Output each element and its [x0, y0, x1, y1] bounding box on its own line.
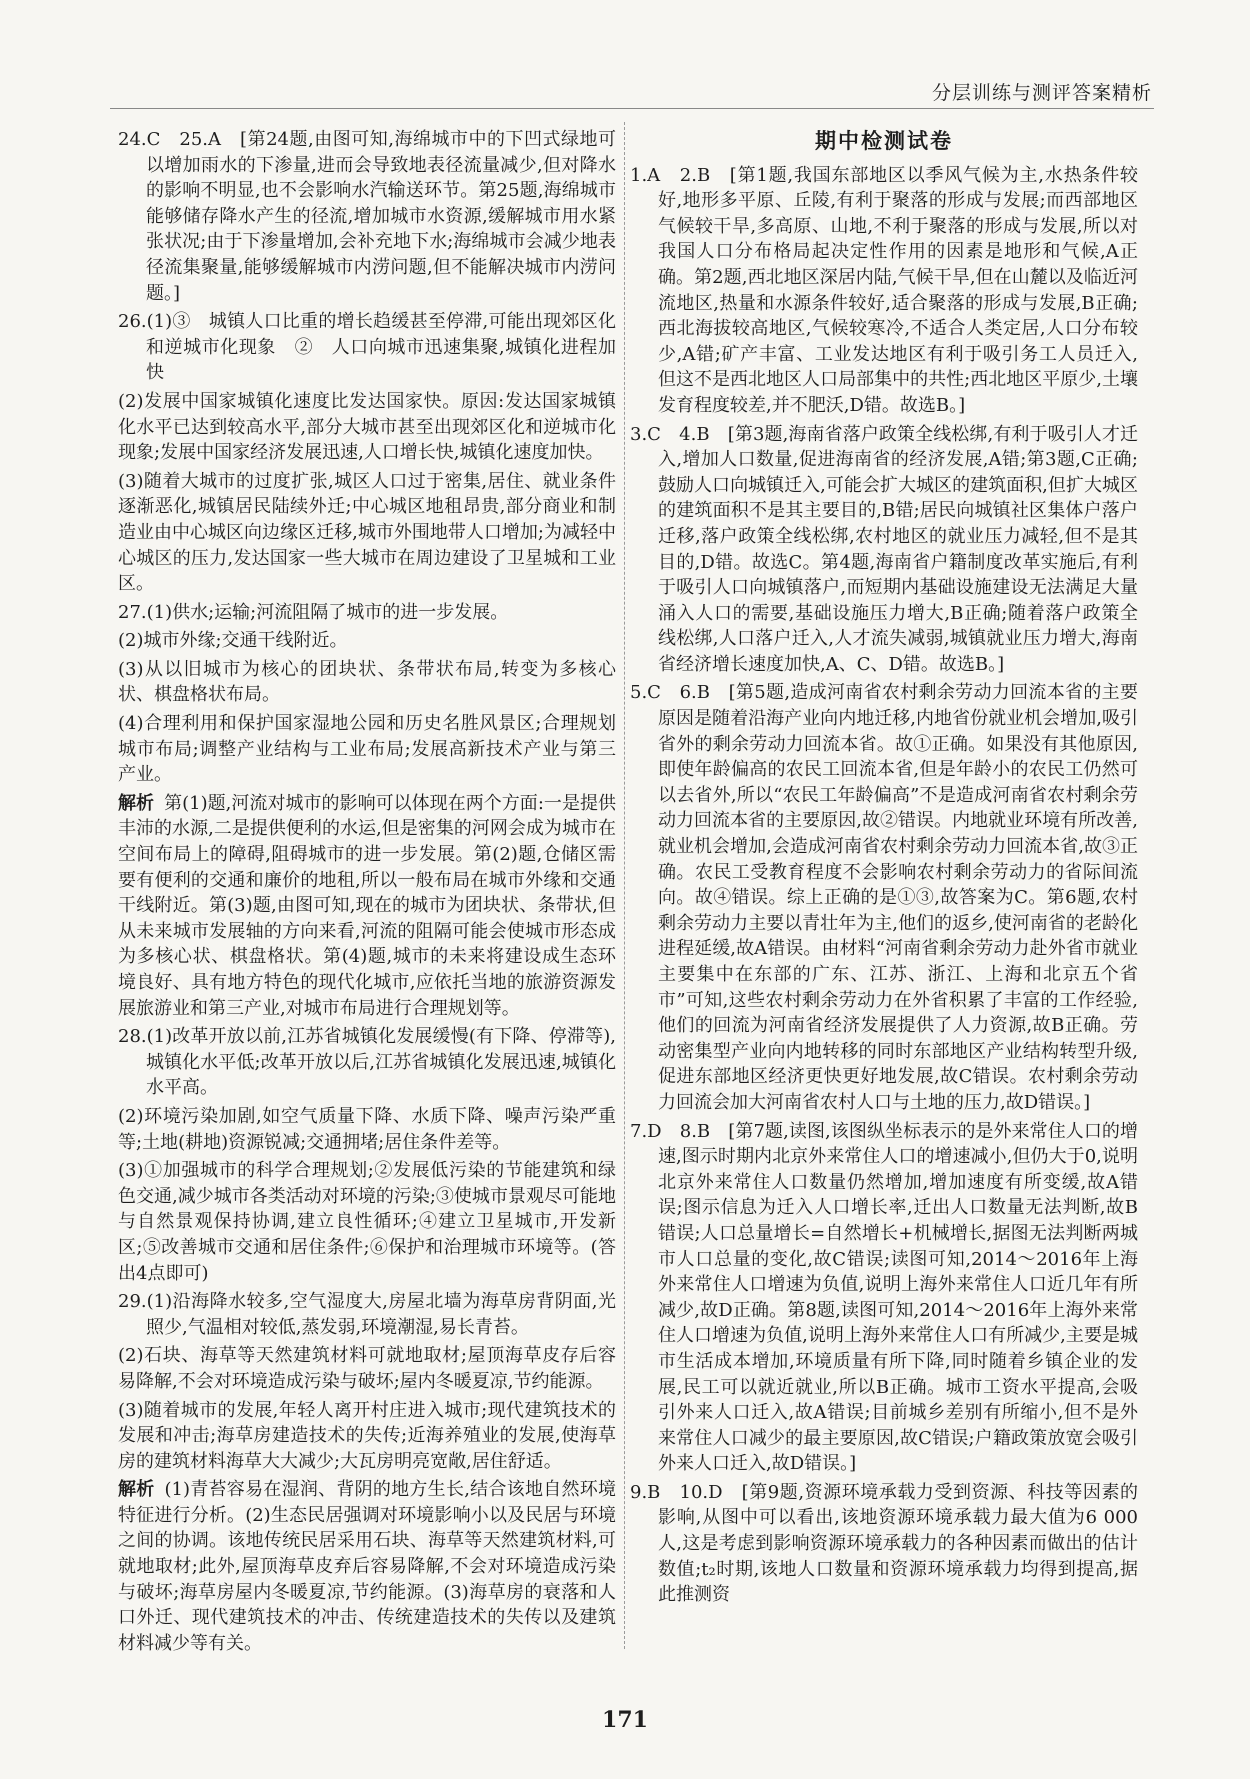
page-number: 171 — [602, 1707, 648, 1733]
right-column — [630, 127, 1138, 1611]
sub-answer-paragraph: (4)合理利用和保护国家湿地公园和历史名胜风景区;合理规划城市布局;调整产业结构与工业布局;发展高新技术产业与第三产业。 — [118, 713, 616, 786]
section-title: 期中检测试卷 — [815, 129, 953, 153]
answer-paragraph: 7.D 8.B [第7题,读图,该图纵坐标表示的是外来常住人口的增速,图示时期内北京外来常住人口的增速减小,但仍大于0,说明北京外来常住人口数量仍然增加,增加速度有所变缓,故A错误;图示信息为迁入人口增长率,迁出人口数量无法判断,故B错误;人口总量增长=自然增长+机械增长,据图无法判断两城市人口总量的变化,故C错误;读图可知,2014～2016年上海外来常住人口增速为负值,说明上海外来常住人口近几年有所减少,故D正确。第8题,读图可知,2014～2016年上海外来常住人口增速为负值,说明上海外来常住人口有所减少,主要是城市生活成本增加,环境质量有所下降,同时随着乡镇企业的发展,民工可以就近就业,所以B正确。城市工资水平提高,会吸引外来人口迁入,故A错误;目前城乡差别有所缩小,但不是外来常住人口减少的最主要原因,故C错误;户籍政策放宽会吸引外来人口迁入,故D错误。] — [630, 1120, 1138, 1475]
explanation-paragraph — [118, 791, 616, 1021]
answer-paragraph: 1.A 2.B [第1题,我国东部地区以季风气候为主,水热条件较好,地形多平原、丘陵,有利于聚落的形成与发展;而西部地区气候较干旱,多高原、山地,不利于聚落的形成与发展,所以对我国人口分布格局起决定性作用的因素是地形和气候,A正确。第2题,西北地区深居内陆,气候干旱,但在山麓以及临近河流地区,热量和水源条件较好,适合聚落的形成与发展,B正确;西北海拔较高地区,气候较寒冷,不适合人类定居,人口分布较少,A错;矿产丰富、工业发达地区有利于吸引务工人员迁入,但这不是西北地区人口局部集中的共性;西北地区平原少,土壤发育程度较差,并不肥沃,D错。故选B。] — [630, 164, 1138, 416]
sub-answer-paragraph: (2)石块、海草等天然建筑材料可就地取材;屋顶海草皮存后容易降解,不会对环境造成污染与破坏;屋内冬暖夏凉,节约能源。 — [118, 1345, 616, 1392]
explanation-label: 解析 — [118, 1479, 155, 1501]
sub-answer-paragraph: (2)环境污染加剧,如空气质量下降、水质下降、噪声污染严重等;土地(耕地)资源锐减;交通拥堵;居住条件差等。 — [118, 1105, 616, 1153]
column-divider — [624, 122, 625, 1649]
explanation-label: 解析 — [118, 792, 155, 814]
left-column — [118, 127, 616, 1659]
answer-paragraph: 28.(1)改革开放以前,江苏省城镇化发展缓慢(有下降、停滞等),城镇化水平低;改革开放以后,江苏省城镇化发展迅速,城镇化水平高。 — [118, 1026, 616, 1099]
page-header-title: 分层训练与测评答案精析 — [931, 82, 1152, 104]
answer-paragraph: 3.C 4.B [第3题,海南省落户政策全线松绑,有利于吸引人才迁入,增加人口数量,促进海南省的经济发展,A错;第3题,C正确;鼓励人口向城镇迁入,可能会扩大城区的建筑面积,但扩大城区的建筑面积不是其主要目的,B错;居民向城镇社区集体户落户迁移,落户政策全线松绑,农村地区的就业压力减轻,但不是其目的,D错。故选C。第4题,海南省户籍制度改革实施后,有利于吸引人口向城镇落户,而短期内基础设施建设无法满足大量涌入人口的需要,基础设施压力增大,B正确;随着落户政策全线松绑,人口落户迁入,人才流失减弱,城镇就业压力增大,海南省经济增长速度加快,A、C、D错。故选B。] — [630, 423, 1138, 675]
sub-answer-paragraph: (3)①加强城市的科学合理规划;②发展低污染的节能建筑和绿色交通,减少城市各类活动对环境的污染;③使城市景观尽可能地与自然景观保持协调,建立良性循环;④建立卫星城市,开发新区;⑤改善城市交通和居住条件;⑥保护和治理城市环境等。(答出4点即可) — [118, 1160, 616, 1284]
sub-answer-paragraph: (3)随着城市的发展,年轻人离开村庄进入城市;现代建筑技术的发展和冲击;海草房建造技术的失传;近海养殖业的发展,使海草房的建筑材料海草大大减少;大瓦房明亮宽敞,居住舒适。 — [118, 1399, 616, 1472]
answer-paragraph: 24.C 25.A [第24题,由图可知,海绵城市中的下凹式绿地可以增加雨水的下渗量,进而会导致地表径流量减少,但对降水的影响不明显,也不会影响水汽输送环节。第25题,海绵城市能够储存降水产生的径流,增加城市水资源,缓解城市用水紧张状况;由于下渗量增加,会补充地下水;海绵城市会减少地表径流集聚量,能够缓解城市内涝问题,但不能解决城市内涝问题。] — [118, 129, 616, 304]
sub-answer-paragraph: (3)从以旧城市为核心的团块状、条带状布局,转变为多核心状、棋盘格状布局。 — [118, 658, 616, 706]
sub-answer-paragraph: (3)随着大城市的过度扩张,城区人口过于密集,居住、就业条件逐渐恶化,城镇居民陆续外迁;中心城区地租昂贵,部分商业和制造业由中心城区向边缘区迁移,城市外围地带人口增加;为减轻中心城区的压力,发达国家一些大城市在周边建设了卫星城和工业区。 — [118, 470, 616, 595]
sub-answer-paragraph: (2)发展中国家城镇化速度比发达国家快。原因:发达国家城镇化水平已达到较高水平,部分大城市甚至出现郊区化和逆城市化现象;发展中国家经济发展迅速,人口增长快,城镇化速度加快。 — [118, 390, 616, 464]
answer-paragraph: 26.(1)③ 城镇人口比重的增长趋缓甚至停滞,可能出现郊区化和逆城市化现象 ② 人口向城市迅速集聚,城镇化进程加快 — [118, 311, 616, 384]
explanation-text: 第(1)题,河流对城市的影响可以体现在两个方面:一是提供丰沛的水源,二是提供便利的水运,但是密集的河网会成为城市在空间布局上的障碍,阻碍城市的进一步发展。第(2)题,仓储区需要有便利的交通和廉价的地租,所以一般布局在城市外缘和交通干线附近。第(3)题,由图可知,现在的城市为团块状、条带状,但从未来城市发展轴的方向来看,河流的阻隔可能会使城市形态成为多核心状、棋盘格状。第(4)题,城市的未来将建设成生态环境良好、具有地方特色的现代化城市,应依托当地的旅游资源发展旅游业和第三产业,对城市布局进行合理规划等。 — [118, 792, 617, 1019]
answer-paragraph: 29.(1)沿海降水较多,空气湿度大,房屋北墙为海草房背阴面,光照少,气温相对较低,蒸发弱,环境潮湿,易长青苔。 — [118, 1291, 616, 1338]
explanation-text: (1)青苔容易在湿润、背阴的地方生长,结合该地自然环境特征进行分析。(2)生态民居强调对环境影响小以及民居与环境之间的协调。该地传统民居采用石块、海草等天然建筑材料,可就地取材;此外,屋顶海草皮弃后容易降解,不会对环境造成污染与破坏;海草房屋内冬暖夏凉,节约能源。(3)海草房的衰落和人口外迁、现代建筑技术的冲击、传统建造技术的失传以及建筑材料减少等有关。 — [118, 1479, 617, 1654]
answer-paragraph: 27.(1)供水;运输;河流阻隔了城市的进一步发展。 — [118, 601, 509, 623]
sub-answer-paragraph: (2)城市外缘;交通干线附近。 — [118, 630, 348, 652]
header-rule — [110, 108, 1154, 109]
answer-paragraph: 9.B 10.D [第9题,资源环境承载力受到资源、科技等因素的影响,从图中可以看出,该地资源环境承载力最大值为6 000人,这是考虑到影响资源环境承载力的各种因素而做出的估计数值;t₂时期,该地人口数量和资源环境承载力均得到提高,据此推测资 — [630, 1481, 1138, 1606]
explanation-paragraph — [118, 1477, 616, 1656]
answer-paragraph: 5.C 6.B [第5题,造成河南省农村剩余劳动力回流本省的主要原因是随着沿海产业向内地迁移,内地省份就业机会增加,吸引省外的剩余劳动力回流本省。故①正确。如果没有其他原因,即使年龄偏高的农民工回流本省,但是年龄小的农民工仍然可以去省外,所以“农民工年龄偏高”不是造成河南省农村剩余劳动力回流本省的主要原因,故②错误。内地就业环境有所改善,就业机会增加,会造成河南省农村剩余劳动力回流本省,故③正确。农民工受教育程度不会影响农村剩余劳动力的省际间流向。故④错误。综上正确的是①③,故答案为C。第6题,农村剩余劳动力主要以青壮年为主,他们的返乡,使河南省的老龄化进程延缓,故A错误。由材料“河南省剩余劳动力赴外省市就业主要集中在东部的广东、江苏、浙江、上海和北京五个省市”可知,这些农村剩余劳动力在外省积累了丰富的工作经验,他们的回流为河南省经济发展提供了人力资源,故B正确。劳动密集型产业向内地转移的同时东部地区产业结构转型升级,促进东部地区经济更快更好地发展,故C错误。农村剩余劳动力回流会加大河南省农村人口与土地的压力,故D错误。] — [630, 682, 1138, 1113]
